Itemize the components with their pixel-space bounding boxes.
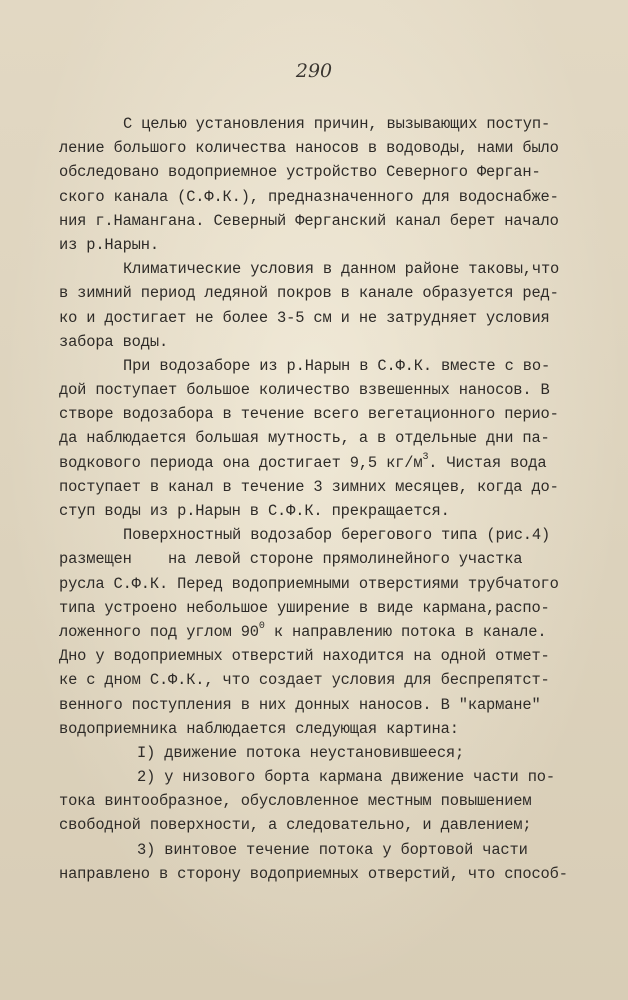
- text-line: [59, 862, 619, 886]
- text-line-content: дой поступает большое количество взвешенных наносов. В: [59, 381, 550, 400]
- text-line-content: ление большого количества наносов в водоводы, нами было: [59, 139, 559, 158]
- text-line-content: да наблюдается большая мутность, а в отдельные дни па-: [59, 429, 550, 448]
- superscript: 3: [422, 451, 429, 463]
- text-line: [59, 451, 619, 475]
- text-line: [59, 475, 619, 499]
- text-line: [59, 281, 619, 305]
- text-line-content: 2) у низового борта кармана движение части по-: [137, 768, 555, 787]
- text-line: [59, 426, 619, 450]
- text-line-content: При водозаборе из р.Нарын в С.Ф.К. вместе с во-: [123, 356, 551, 375]
- text-line: [59, 257, 619, 281]
- text-line: [59, 620, 619, 644]
- text-line-content: ложенного под углом 90: [59, 622, 259, 641]
- text-line: [59, 668, 619, 692]
- text-line: [59, 717, 619, 741]
- text-line-content: из р.Нарын.: [59, 235, 159, 254]
- text-line-content: ния г.Намангана. Северный Ферганский канал берет начало: [59, 211, 559, 230]
- text-line: [59, 765, 619, 789]
- text-line-content: ского канала (С.Ф.К.), предназначенного для водоснабже-: [59, 187, 559, 206]
- text-line: [59, 813, 619, 837]
- text-line: [59, 838, 619, 862]
- text-line-content: направлено в сторону водоприемных отверстий, что способ-: [59, 864, 568, 883]
- page-number: 290: [295, 60, 333, 82]
- text-line-content: размещен на левой стороне прямолинейного участка: [59, 550, 523, 569]
- text-line: [59, 547, 619, 571]
- text-line: [59, 160, 619, 184]
- text-line-continuation: . Чистая вода: [428, 453, 547, 472]
- text-line-content: ко и достигает не более 3-5 см и не затрудняет условия: [59, 308, 550, 327]
- text-line-content: водкового периода она достигает 9,5 кг/м: [59, 453, 423, 472]
- text-line-content: русла С.Ф.К. Перед водоприемными отверстиями трубчатого: [59, 574, 559, 593]
- text-line-content: С целью установления причин, вызывающих поступ-: [123, 115, 551, 133]
- text-line-content: поступает в канал в течение 3 зимних месяцев, когда до-: [59, 477, 559, 496]
- text-line: [59, 693, 619, 717]
- text-line: [59, 354, 619, 378]
- text-line: [59, 741, 619, 765]
- text-line: [59, 402, 619, 426]
- text-line-content: ступ воды из р.Нарын в С.Ф.К. прекращается.: [59, 502, 450, 520]
- text-line-content: Климатические условия в данном районе таковы,что: [123, 260, 560, 279]
- body-text: [59, 112, 619, 886]
- text-line: [59, 306, 619, 330]
- text-line-content: свободной поверхности, а следовательно, и давлением;: [59, 816, 532, 835]
- text-line: [59, 523, 619, 547]
- text-line: [59, 136, 619, 160]
- text-line: [59, 330, 619, 354]
- superscript: 0: [258, 620, 265, 632]
- text-line-content: створе водозабора в течение всего вегетационного перио-: [59, 405, 559, 424]
- text-line: [59, 596, 619, 620]
- text-line: [59, 209, 619, 233]
- text-line-continuation: к направлению потока в канале.: [264, 622, 547, 641]
- text-line-content: забора воды.: [59, 332, 169, 351]
- text-line: [59, 233, 619, 257]
- text-line-content: Дно у водоприемных отверстий находится на одной отмет-: [59, 647, 550, 666]
- text-line-content: Поверхностный водозабор берегового типа (рис.4): [123, 526, 551, 545]
- text-line-content: водоприемника наблюдается следующая картина:: [59, 719, 459, 738]
- text-line-content: типа устроено небольшое уширение в виде кармана,распо-: [59, 598, 550, 617]
- text-line: [59, 112, 619, 136]
- text-line: [59, 789, 619, 813]
- text-line-content: I) движение потока неустановившееся;: [137, 743, 465, 762]
- text-line: [59, 572, 619, 596]
- text-line: [59, 185, 619, 209]
- text-line-content: обследовано водоприемное устройство Северного Ферган-: [59, 163, 541, 182]
- text-line: [59, 378, 619, 402]
- text-line-content: тока винтообразное, обусловленное местным повышением: [59, 792, 532, 811]
- text-line-content: 3) винтовое течение потока у бортовой части: [137, 840, 528, 859]
- text-line-content: ке с дном С.Ф.К., что создает условия для беспрепятст-: [59, 671, 550, 690]
- text-line: [59, 499, 619, 523]
- text-line-content: венного поступления в них донных наносов. В "кармане": [59, 695, 541, 714]
- text-line-content: в зимний период ледяной покров в канале образуется ред-: [59, 284, 559, 303]
- text-line: [59, 644, 619, 668]
